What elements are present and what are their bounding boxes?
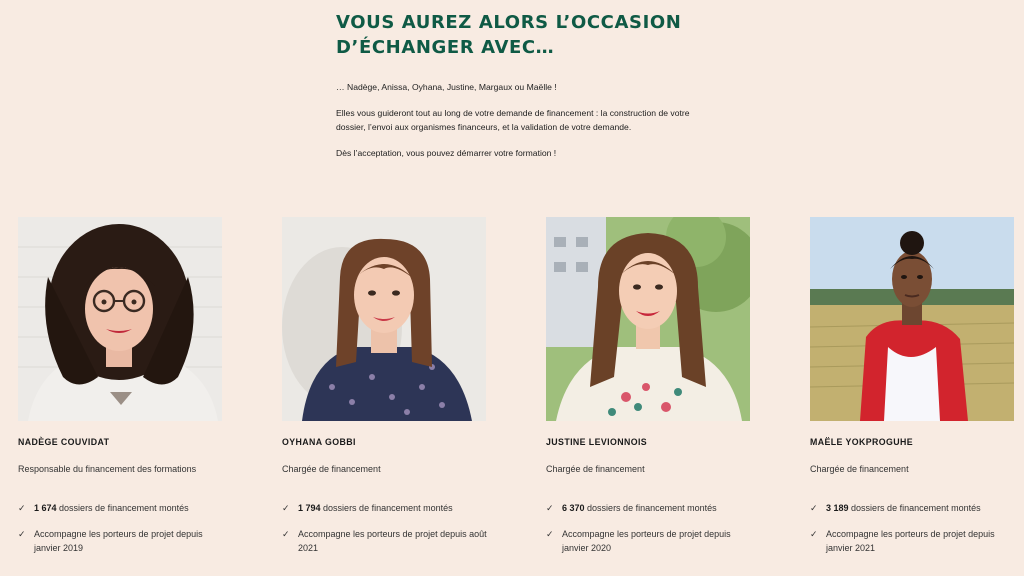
since-label: Accompagne les porteurs de projet depuis août 2021 [298,529,487,554]
dossiers-label: dossiers de financement montés [587,502,717,513]
stat-since [546,527,758,556]
team-member-stats [546,501,752,556]
dossiers-count: 1 794 [298,502,321,513]
team-member-card [18,217,224,568]
stat-since [810,527,1022,556]
stat-dossiers [546,501,758,515]
dossiers-label: dossiers de financement montés [851,502,981,513]
dossiers-count: 3 189 [826,502,849,513]
check-icon: ✓ [18,529,26,539]
start-text: Dès l’acceptation, vous pouvez démarrer votre formation ! [336,147,557,158]
names-text: … Nadège, Anissa, Oyhana, Justine, Margaux ou Maëlle ! [336,82,557,92]
team-member-role: Chargée de financement [810,464,909,474]
team-member-name: NADÈGE COUVIDAT [18,437,110,447]
team-member-role: Responsable du financement des formations [18,464,197,474]
section-title [336,10,716,60]
check-icon: ✓ [18,502,26,513]
team-member-name: MAËLE YOKPROGUHE [810,437,914,447]
check-icon: ✓ [546,529,554,539]
stat-dossiers [810,501,1022,515]
guide-text: Elles vous guideront tout au long de votre demande de financement : la construction de votre dossier, l’envoi aux organismes financeurs, et la validation de votre demande. [336,107,690,133]
intro-section [336,10,716,160]
team-member-photo [546,217,750,421]
team-member-card [546,217,752,568]
team-member-stats [810,501,1016,556]
dossiers-label: dossiers de financement montés [323,502,453,513]
check-icon: ✓ [810,502,818,513]
dossiers-count: 1 674 [34,502,57,513]
section-title-line-2: D’ÉCHANGER AVEC… [336,37,555,58]
team-member-stats [18,501,224,556]
check-icon: ✓ [282,529,290,539]
since-label: Accompagne les porteurs de projet depuis janvier 2020 [562,529,731,554]
team-member-name: JUSTINE LEVIONNOIS [546,437,648,447]
stat-since [282,527,494,556]
since-label: Accompagne les porteurs de projet depuis janvier 2019 [34,529,203,554]
team-member-name: OYHANA GOBBI [282,437,356,447]
since-label: Accompagne les porteurs de projet depuis janvier 2021 [826,529,995,554]
stat-dossiers [282,501,494,515]
team-member-photo [810,217,1014,421]
dossiers-count: 6 370 [562,502,585,513]
check-icon: ✓ [810,529,818,539]
team-member-photo [18,217,222,421]
stat-since [18,527,230,556]
check-icon: ✓ [546,502,554,513]
check-icon: ✓ [282,502,290,513]
section-title-line-1: VOUS AUREZ ALORS L’OCCASION [336,12,682,33]
team-member-card [810,217,1016,568]
team-member-stats [282,501,488,556]
dossiers-label: dossiers de financement montés [59,502,189,513]
team-member-role: Chargée de financement [546,464,645,474]
stat-dossiers [18,501,230,515]
team-member-photo [282,217,486,421]
team-member-card [282,217,488,568]
team-member-role: Chargée de financement [282,464,381,474]
